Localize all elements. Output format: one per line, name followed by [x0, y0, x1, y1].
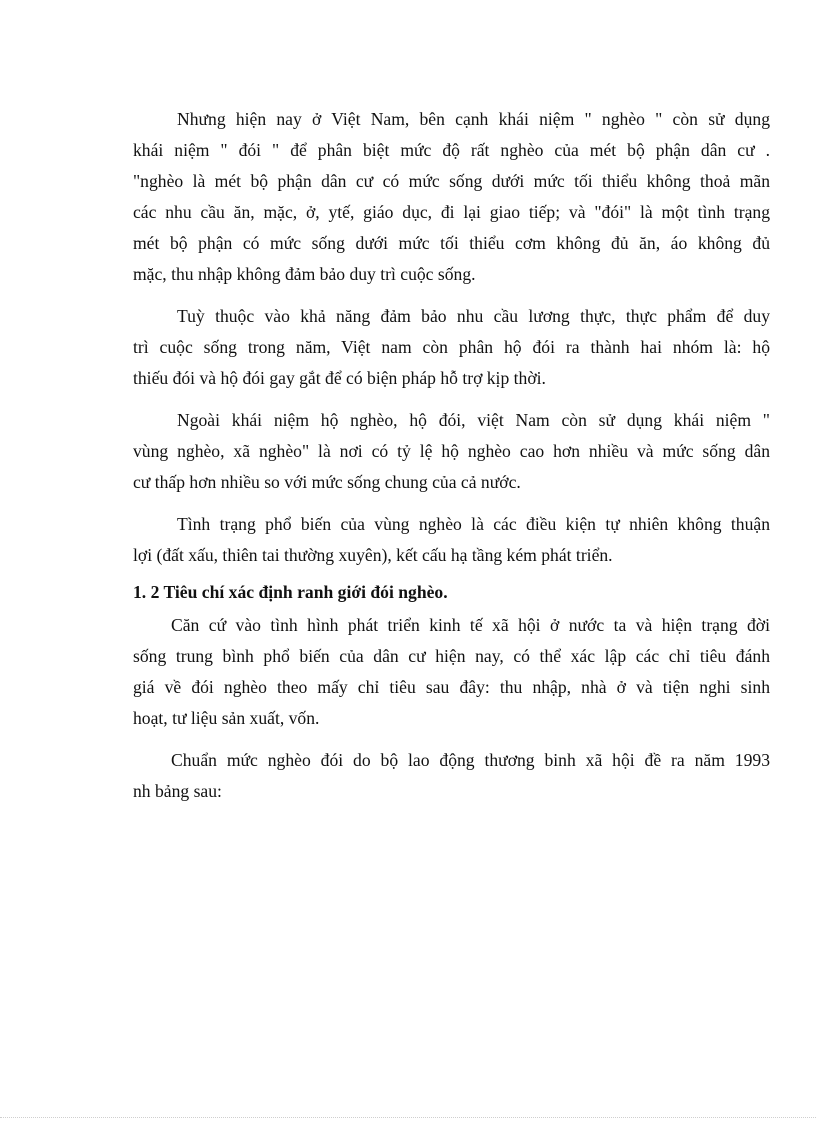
- paragraph-poor-region-conditions: [133, 509, 770, 571]
- section-heading: 1. 2 Tiêu chí xác định ranh giới đói nghèo.: [133, 582, 448, 602]
- text-line: thiếu đói và hộ đói gay gắt để có biện pháp hỗ trợ kịp thời.: [133, 368, 546, 388]
- text-line: Ngoài khái niệm hộ nghèo, hộ đói, việt Nam còn sử dụng khái niệm ": [177, 410, 770, 430]
- text-line: Căn cứ vào tình hình phát triển kinh tế xã hội ở nước ta và hiện trạng đời: [171, 615, 770, 635]
- text-line: trì cuộc sống trong năm, Việt nam còn phân hộ đói ra thành hai nhóm là: hộ: [133, 337, 770, 357]
- text-line: Nhưng hiện nay ở Việt Nam, bên cạnh khái niệm " nghèo " còn sử dụng: [177, 109, 770, 129]
- paragraph-food-capacity: [133, 301, 770, 394]
- text-line: vùng nghèo, xã nghèo" là nơi có tỷ lệ hộ nghèo cao hơn nhiều và mức sống dân: [133, 441, 770, 461]
- text-line: lợi (đất xấu, thiên tai thường xuyên), kết cấu hạ tầng kém phát triển.: [133, 545, 613, 565]
- text-line: hoạt, tư liệu sản xuất, vốn.: [133, 708, 320, 728]
- paragraph-poverty-standard: [133, 745, 770, 807]
- paragraph-definition-poverty: [133, 104, 770, 290]
- text-line: cư thấp hơn nhiều so với mức sống chung của cả nước.: [133, 472, 521, 492]
- text-line: mét bộ phận có mức sống dưới mức tối thiểu cơm không đủ ăn, áo không đủ: [133, 233, 770, 253]
- text-line: Chuẩn mức nghèo đói do bộ lao động thương binh xã hội đề ra năm 1993: [171, 750, 770, 770]
- text-line: "nghèo là mét bộ phận dân cư có mức sống dưới mức tối thiểu không thoả mãn: [133, 171, 770, 191]
- text-line: giá về đói nghèo theo mấy chỉ tiêu sau đây: thu nhập, nhà ở và tiện nghi sinh: [133, 677, 770, 697]
- text-line: nh bảng sau:: [133, 781, 222, 801]
- text-line: mặc, thu nhập không đảm bảo duy trì cuộc sống.: [133, 264, 476, 284]
- paragraph-poor-regions: [133, 405, 770, 498]
- text-line: Tuỳ thuộc vào khả năng đảm bảo nhu cầu lương thực, thực phẩm để duy: [177, 306, 770, 326]
- text-line: sống trung bình phổ biến của dân cư hiện nay, có thể xác lập các chỉ tiêu đánh: [133, 646, 770, 666]
- document-body: [133, 104, 770, 818]
- paragraph-criteria: [133, 610, 770, 734]
- text-line: Tình trạng phổ biến của vùng nghèo là các điều kiện tự nhiên không thuận: [177, 514, 770, 534]
- text-line: các nhu cầu ăn, mặc, ở, ytế, giáo dục, đi lại giao tiếp; và "đói" là một tình trạng: [133, 202, 770, 222]
- page-bottom-divider: [0, 1117, 816, 1118]
- text-line: khái niệm " đói " để phân biệt mức độ rất nghèo của mét bộ phận dân cư .: [133, 140, 770, 160]
